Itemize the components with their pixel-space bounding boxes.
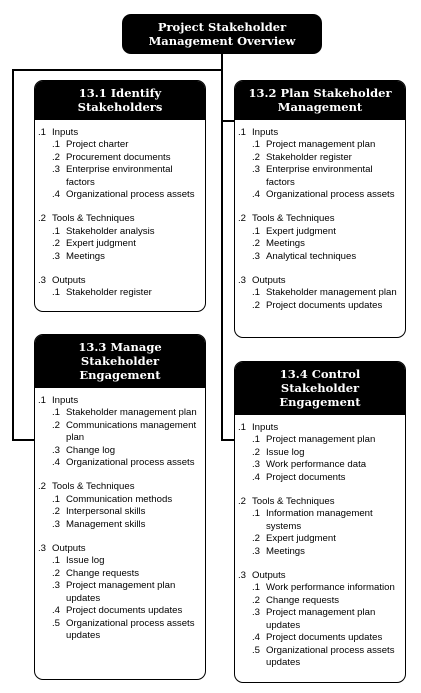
list-item: [252, 251, 399, 263]
item-text: Project documents updates: [266, 632, 383, 644]
item-number: .1: [252, 225, 261, 237]
section-title: [238, 275, 399, 287]
section-items: [38, 494, 199, 531]
item-text: Procurement documents: [66, 151, 171, 163]
connector-left-to-13-3: [12, 439, 34, 441]
section-items: [238, 582, 399, 669]
item-text: Interpersonal skills: [66, 506, 146, 518]
section-items: [38, 555, 199, 642]
connector-center-vertical: [221, 69, 223, 440]
section-items: [38, 407, 199, 469]
section-label: Tools & Techniques: [52, 213, 135, 225]
list-item: [52, 494, 199, 506]
list-item: [252, 472, 399, 484]
item-number: .2: [52, 506, 61, 518]
process-card-13-2: [234, 80, 406, 338]
list-item: [252, 287, 399, 299]
process-section: [238, 127, 399, 201]
item-number: .1: [52, 225, 61, 237]
process-title-line-1: 13.1 Identify: [78, 86, 162, 100]
section-items: [38, 287, 199, 299]
process-section: [38, 481, 199, 531]
item-number: .1: [52, 407, 61, 419]
process-section: [38, 127, 199, 201]
item-number: .3: [52, 580, 61, 592]
process-title-line-1: 13.2 Plan Stakeholder: [248, 86, 392, 100]
item-text: Meetings: [266, 238, 305, 250]
overview-title-line-2: Management Overview: [148, 34, 296, 48]
list-item: [52, 618, 199, 643]
list-item: [52, 605, 199, 617]
section-items: [38, 226, 199, 263]
section-number: .1: [238, 127, 247, 138]
section-title: [238, 213, 399, 225]
process-card-body: [35, 388, 205, 642]
connector-center-to-13-2: [221, 120, 234, 122]
section-label: Outputs: [52, 543, 86, 555]
section-items: [38, 139, 199, 201]
list-item: [52, 580, 199, 605]
item-text: Project management plan updates: [266, 607, 376, 631]
process-title-line-2: Stakeholders: [77, 100, 163, 114]
process-title-line-2: Engagement: [79, 368, 161, 382]
item-text: Stakeholder management plan: [266, 287, 397, 299]
item-number: .4: [252, 189, 261, 201]
item-text: Information management systems: [266, 508, 373, 532]
list-item: [252, 447, 399, 459]
list-item: [52, 139, 199, 151]
section-title: [38, 481, 199, 493]
list-item: [52, 445, 199, 457]
item-text: Project documents updates: [266, 299, 383, 311]
section-number: .2: [38, 213, 47, 225]
item-number: .3: [252, 250, 261, 262]
section-items: [238, 508, 399, 558]
section-label: Inputs: [252, 422, 279, 433]
process-section: [238, 570, 399, 669]
item-number: .5: [52, 617, 61, 629]
process-card-13-1: [34, 80, 206, 312]
connector-left-vertical: [12, 69, 14, 440]
section-number: .3: [38, 275, 47, 287]
item-text: Project management plan: [266, 434, 376, 446]
item-number: .2: [52, 419, 61, 431]
item-number: .4: [52, 457, 61, 469]
list-item: [252, 434, 399, 446]
item-text: Expert judgment: [66, 238, 136, 250]
section-number: .1: [38, 127, 47, 138]
list-item: [252, 152, 399, 164]
item-number: .3: [252, 164, 261, 176]
item-text: Stakeholder register: [266, 151, 352, 163]
item-number: .4: [52, 605, 61, 617]
list-item: [52, 238, 199, 250]
section-number: .2: [238, 496, 247, 508]
list-item: [252, 189, 399, 201]
item-number: .2: [252, 151, 261, 163]
item-number: .1: [52, 287, 61, 299]
section-number: .2: [238, 213, 247, 225]
list-item: [252, 533, 399, 545]
item-number: .3: [52, 444, 61, 456]
process-section: [238, 275, 399, 312]
list-item: [252, 582, 399, 594]
item-number: .3: [252, 545, 261, 557]
list-item: [52, 506, 199, 518]
list-item: [252, 164, 399, 189]
item-text: Project management plan updates: [66, 580, 176, 604]
item-number: .2: [252, 446, 261, 458]
list-item: [52, 152, 199, 164]
item-text: Communications management plan: [66, 419, 197, 444]
item-text: Organizational process assets: [266, 189, 395, 201]
section-title: [238, 496, 399, 508]
item-number: .1: [252, 287, 261, 299]
item-text: Change requests: [66, 567, 140, 579]
list-item: [52, 420, 199, 445]
item-number: .2: [52, 151, 61, 163]
process-card-13-4: [234, 361, 406, 683]
section-title: [38, 127, 199, 139]
list-item: [252, 459, 399, 471]
process-section: [238, 496, 399, 558]
process-card-header: [35, 335, 205, 388]
section-label: Outputs: [252, 570, 286, 582]
item-number: .3: [52, 164, 61, 176]
process-section: [38, 543, 199, 642]
process-title-line-1: 13.4 Control Stakeholder: [279, 367, 361, 395]
item-text: Organizational process assets updates: [66, 617, 195, 641]
process-section: [238, 422, 399, 484]
section-number: .1: [238, 422, 247, 433]
item-number: .3: [252, 459, 261, 471]
section-label: Tools & Techniques: [252, 496, 335, 508]
item-text: Expert judgment: [266, 225, 336, 237]
list-item: [252, 546, 399, 558]
section-title: [238, 127, 399, 139]
item-text: Organizational process assets updates: [266, 644, 395, 668]
item-text: Stakeholder management plan: [66, 407, 197, 419]
item-number: .2: [252, 533, 261, 545]
process-card-header: [235, 362, 405, 415]
section-label: Tools & Techniques: [252, 213, 335, 225]
item-number: .1: [252, 139, 261, 151]
list-item: [52, 189, 199, 201]
section-label: Tools & Techniques: [52, 481, 135, 493]
process-title-line-2: Management: [277, 100, 363, 114]
item-number: .2: [252, 299, 261, 311]
item-number: .5: [252, 644, 261, 656]
item-text: Meetings: [266, 545, 305, 557]
process-card-header: [235, 81, 405, 120]
item-number: .2: [252, 238, 261, 250]
connector-center-to-13-4: [221, 439, 234, 441]
list-item: [52, 226, 199, 238]
item-text: Issue log: [266, 446, 305, 458]
item-text: Enterprise environmental factors: [66, 164, 173, 188]
item-text: Stakeholder analysis: [66, 225, 155, 237]
section-number: .3: [238, 275, 247, 287]
item-text: Project management plan: [266, 139, 376, 151]
section-title: [38, 543, 199, 555]
overview-title-box: [122, 14, 322, 54]
item-number: .3: [52, 518, 61, 530]
list-item: [52, 519, 199, 531]
item-number: .1: [52, 493, 61, 505]
section-number: .3: [38, 543, 47, 555]
section-items: [238, 287, 399, 312]
list-item: [252, 139, 399, 151]
process-section: [38, 395, 199, 469]
item-text: Stakeholder register: [66, 287, 152, 299]
item-text: Project documents: [266, 471, 346, 483]
list-item: [52, 287, 199, 299]
section-title: [238, 570, 399, 582]
list-item: [252, 300, 399, 312]
process-card-body: [35, 120, 205, 300]
item-number: .1: [252, 508, 261, 520]
section-number: .3: [238, 570, 247, 582]
item-number: .4: [252, 632, 261, 644]
process-title-line-2: Engagement: [279, 395, 361, 409]
item-number: .2: [252, 594, 261, 606]
item-text: Project documents updates: [66, 605, 183, 617]
list-item: [52, 568, 199, 580]
item-number: .2: [52, 567, 61, 579]
list-item: [52, 251, 199, 263]
item-text: Analytical techniques: [266, 250, 357, 262]
list-item: [52, 457, 199, 469]
list-item: [52, 164, 199, 189]
process-card-body: [235, 415, 405, 669]
item-text: Communication methods: [66, 493, 173, 505]
item-number: .1: [252, 434, 261, 446]
list-item: [252, 508, 399, 533]
list-item: [52, 407, 199, 419]
item-text: Issue log: [66, 555, 105, 567]
section-title: [238, 422, 399, 434]
item-number: .2: [52, 238, 61, 250]
section-title: [38, 275, 199, 287]
section-items: [238, 139, 399, 201]
item-text: Organizational process assets: [66, 189, 195, 201]
process-card-body: [235, 120, 405, 312]
list-item: [252, 607, 399, 632]
list-item: [252, 226, 399, 238]
process-card-13-3: [34, 334, 206, 680]
item-text: Expert judgment: [266, 533, 336, 545]
item-text: Project charter: [66, 139, 129, 151]
item-number: .1: [52, 555, 61, 567]
section-number: .1: [38, 395, 47, 406]
process-title-line-1: 13.3 Manage Stakeholder: [78, 340, 162, 368]
section-number: .2: [38, 481, 47, 493]
item-text: Enterprise environmental factors: [266, 164, 373, 188]
item-text: Change log: [66, 444, 116, 456]
item-text: Work performance data: [266, 459, 367, 471]
item-number: .4: [252, 471, 261, 483]
connector-horizontal-top: [12, 69, 222, 71]
process-section: [38, 275, 199, 300]
item-text: Work performance information: [266, 582, 395, 594]
list-item: [52, 555, 199, 567]
list-item: [252, 595, 399, 607]
list-item: [252, 238, 399, 250]
item-number: .1: [252, 582, 261, 594]
section-label: Inputs: [252, 127, 279, 138]
item-text: Meetings: [66, 250, 105, 262]
section-items: [238, 226, 399, 263]
item-text: Organizational process assets: [66, 457, 195, 469]
connector-root-stem: [221, 54, 223, 70]
item-number: .1: [52, 139, 61, 151]
item-number: .4: [52, 189, 61, 201]
item-number: .3: [252, 607, 261, 619]
section-label: Outputs: [252, 275, 286, 287]
item-text: Change requests: [266, 594, 340, 606]
list-item: [252, 645, 399, 670]
item-text: Management skills: [66, 518, 146, 530]
section-title: [38, 213, 199, 225]
process-section: [238, 213, 399, 263]
section-label: Inputs: [52, 127, 79, 138]
section-items: [238, 434, 399, 484]
process-section: [38, 213, 199, 263]
overview-title-line-1: Project Stakeholder: [157, 20, 287, 34]
section-label: Inputs: [52, 395, 79, 406]
process-card-header: [35, 81, 205, 120]
section-title: [38, 395, 199, 407]
list-item: [252, 632, 399, 644]
item-number: .3: [52, 250, 61, 262]
section-label: Outputs: [52, 275, 86, 287]
